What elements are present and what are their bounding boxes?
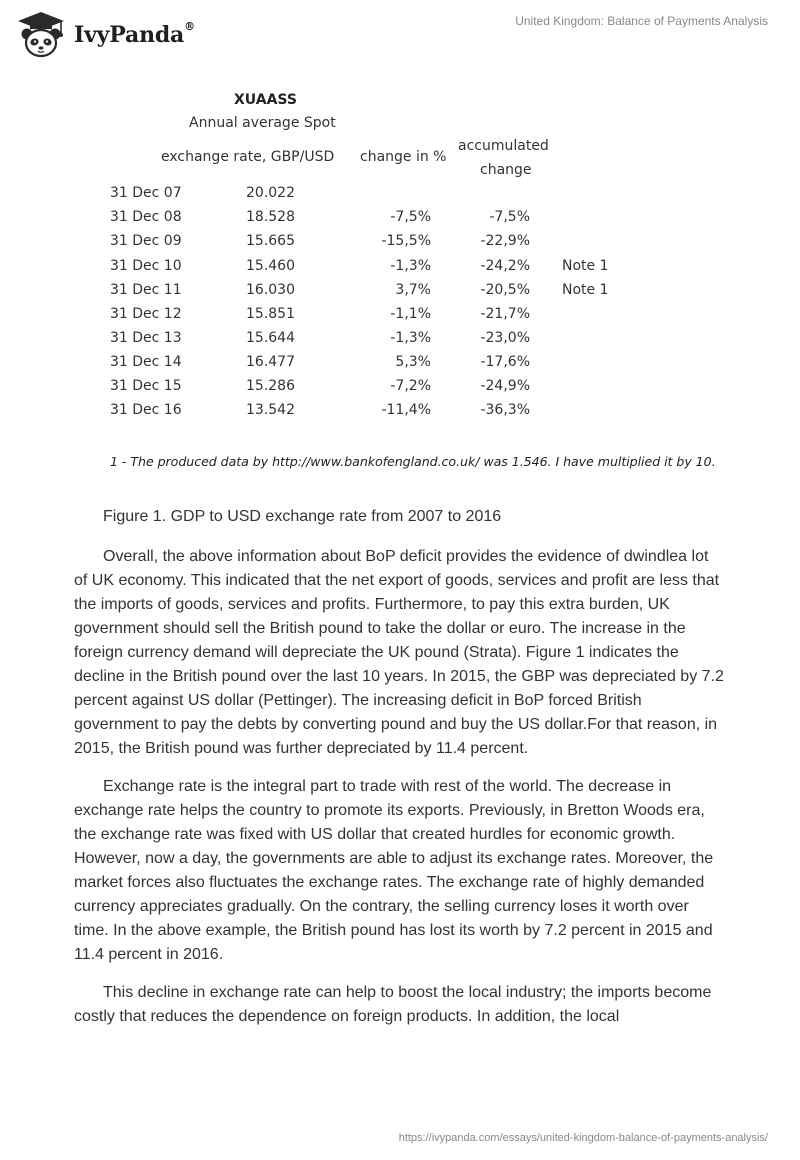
row-change: -1,3% [390, 330, 431, 346]
series-code: XUAASS [234, 92, 297, 108]
row-change: -1,3% [390, 258, 431, 274]
row-rate: 13.542 [246, 402, 295, 418]
row-change: 3,7% [395, 282, 431, 298]
paragraph: Overall, the above information about BoP deficit provides the evidence of dwindlea lot of UK economy. This indicated that the net export of goods, services and profit are less that the imports of goods, services and profits. Furthermore, to pay this extra burden, UK government should sell the British pound to take the dollar or euro. The increase in the foreign currency demand will depreciate the UK pound (Strata). Figure 1 indicates the decline in the British pound over the last 10 years. In 2015, the GBP was depreciated by 7.2 percent against US dollar (Pettinger). The increasing deficit in BoP forced British government to pay the debts by converting pound and buy the US dollar.For that reason, in 2015, the British pound was further depreciated by 11.4 percent. [74, 548, 724, 757]
row-accumulated: -22,9% [480, 233, 530, 249]
row-accumulated: -7,5% [489, 209, 530, 225]
table-row [0, 258, 800, 282]
table-row [0, 185, 800, 209]
table-row [0, 233, 800, 257]
document-title: United Kingdom: Balance of Payments Analysis [515, 14, 768, 28]
row-note: Note 1 [562, 282, 609, 298]
row-accumulated: -21,7% [480, 306, 530, 322]
table-row [0, 378, 800, 402]
row-date: 31 Dec 15 [110, 378, 182, 394]
paragraph: Exchange rate is the integral part to trade with rest of the world. The decrease in exchange rate helps the country to promote its exports. Previously, in Bretton Woods era, the exchange rate was fixed with US dollar that created hurdles for economic growth. However, now a day, the governments are able to adjust its exchange rates. Moreover, the market forces also fluctuates the exchange rates. The exchange rate of highly demanded currency appreciates gradually. On the contrary, the selling currency loses it worth over time. In the above example, the British pound has lost its worth by 7.2 percent in 2015 and 11.4 percent in 2016. [74, 778, 714, 963]
row-rate: 15.644 [246, 330, 295, 346]
column-header-accumulated-change: change [480, 162, 532, 178]
page-header [0, 0, 800, 70]
table-row [0, 402, 800, 426]
row-date: 31 Dec 07 [110, 185, 182, 201]
row-accumulated: -20,5% [480, 282, 530, 298]
row-rate: 15.286 [246, 378, 295, 394]
ivypanda-logo[interactable] [14, 10, 195, 60]
row-rate: 20.022 [246, 185, 295, 201]
panda-graduate-icon [14, 10, 68, 60]
row-date: 31 Dec 16 [110, 402, 182, 418]
table-footnote: 1 - The produced data by http://www.bankofengland.co.uk/ was 1.546. I have multiplied it by 10. [110, 454, 716, 469]
row-accumulated: -24,9% [480, 378, 530, 394]
row-date: 31 Dec 09 [110, 233, 182, 249]
row-note: Note 1 [562, 258, 609, 274]
table-header-spot: Annual average Spot [189, 115, 336, 131]
row-rate: 15.665 [246, 233, 295, 249]
source-url[interactable]: https://ivypanda.com/essays/united-kingdom-balance-of-payments-analysis/ [398, 1132, 768, 1144]
brand-name: IvyPanda® [74, 20, 195, 48]
row-accumulated: -17,6% [480, 354, 530, 370]
table-row [0, 282, 800, 306]
row-accumulated: -23,0% [480, 330, 530, 346]
row-date: 31 Dec 10 [110, 258, 182, 274]
row-change: -11,4% [381, 402, 431, 418]
table-row [0, 330, 800, 354]
figure-caption: Figure 1. GDP to USD exchange rate from 2007 to 2016 [103, 508, 502, 525]
row-change: -7,5% [390, 209, 431, 225]
row-date: 31 Dec 08 [110, 209, 182, 225]
row-change: -15,5% [381, 233, 431, 249]
row-accumulated: -24,2% [480, 258, 530, 274]
table-row [0, 306, 800, 330]
row-change: -1,1% [390, 306, 431, 322]
table-row [0, 354, 800, 378]
row-rate: 15.460 [246, 258, 295, 274]
column-header-accumulated: accumulated [458, 138, 549, 154]
row-rate: 16.477 [246, 354, 295, 370]
row-accumulated: -36,3% [480, 402, 530, 418]
row-date: 31 Dec 13 [110, 330, 182, 346]
row-rate: 16.030 [246, 282, 295, 298]
essay-body [74, 545, 726, 1043]
row-rate: 15.851 [246, 306, 295, 322]
table-row [0, 209, 800, 233]
column-header-rate: exchange rate, GBP/USD [161, 149, 335, 165]
row-date: 31 Dec 11 [110, 282, 182, 298]
column-header-change: change in % [360, 149, 447, 165]
row-date: 31 Dec 12 [110, 306, 182, 322]
row-date: 31 Dec 14 [110, 354, 182, 370]
paragraph: This decline in exchange rate can help to boost the local industry; the imports become costly that reduces the dependence on foreign products. In addition, the local [74, 984, 712, 1025]
row-rate: 18.528 [246, 209, 295, 225]
exchange-rate-table-figure [0, 80, 800, 480]
row-change: -7,2% [390, 378, 431, 394]
row-change: 5,3% [395, 354, 431, 370]
